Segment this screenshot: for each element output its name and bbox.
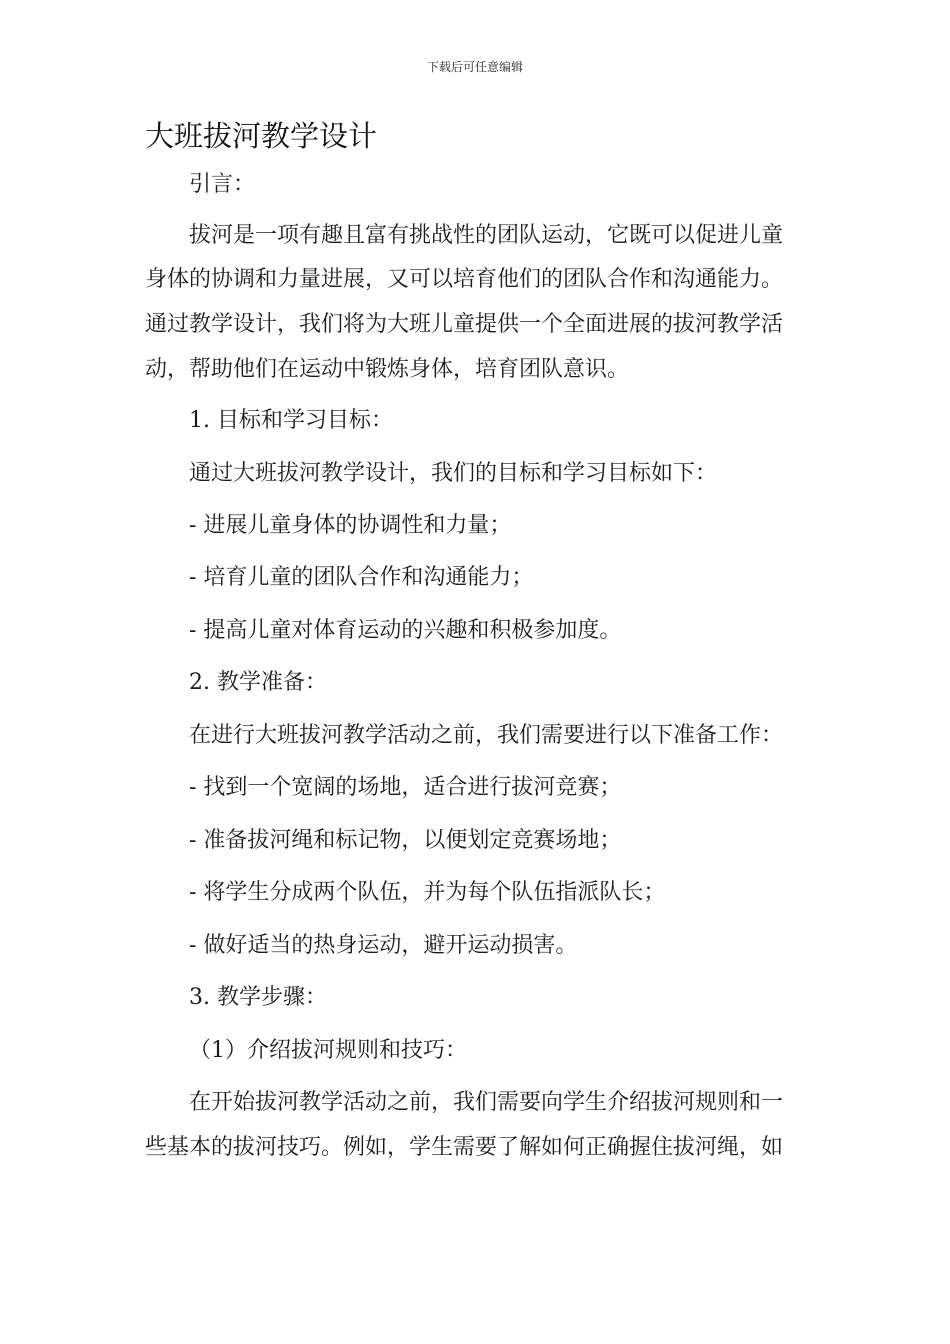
list-item: - 提高儿童对体育运动的兴趣和积极参加度。 [189,618,622,643]
document-title: 大班拔河教学设计 [145,119,378,153]
header-note: 下载后可任意编辑 [426,60,523,74]
section-1-heading: 1. 目标和学习目标： [189,408,393,433]
section-3-heading: 3. 教学步骤： [189,985,327,1010]
section-1-lead: 通过大班拔河教学设计，我们的目标和学习目标如下： [189,461,718,486]
intro-para-line: 拔河是一项有趣且富有挑战性的团队运动，它既可以促进儿童 [189,223,784,248]
list-item: - 准备拔河绳和标记物，以便划定竞赛场地； [189,828,622,853]
list-item: - 找到一个宽阔的场地，适合进行拔河竞赛； [189,775,622,800]
intro-para-line: 通过教学设计，我们将为大班儿童提供一个全面进展的拔河教学活 [145,312,784,337]
section-2-lead: 在进行大班拔河教学活动之前，我们需要进行以下准备工作： [189,723,784,748]
intro-para-line: 身体的协调和力量进展，又可以培育他们的团队合作和沟通能力。 [145,267,784,292]
step-1-para-line: 在开始拔河教学活动之前，我们需要向学生介绍拔河规则和一 [189,1090,784,1115]
list-item: - 做好适当的热身运动，避开运动损害。 [189,933,578,958]
intro-para-line: 动，帮助他们在运动中锻炼身体，培育团队意识。 [145,357,630,382]
list-item: - 将学生分成两个队伍，并为每个队伍指派队长； [189,880,666,905]
step-1-para-line: 些基本的拔河技巧。例如，学生需要了解如何正确握住拔河绳，如 [145,1135,784,1160]
list-item: - 培育儿童的团队合作和沟通能力； [189,565,534,590]
intro-label: 引言： [189,172,256,197]
step-1-heading: （1）介绍拔河规则和技巧： [189,1038,467,1063]
section-2-heading: 2. 教学准备： [189,670,327,695]
list-item: - 进展儿童身体的协调性和力量； [189,513,512,538]
